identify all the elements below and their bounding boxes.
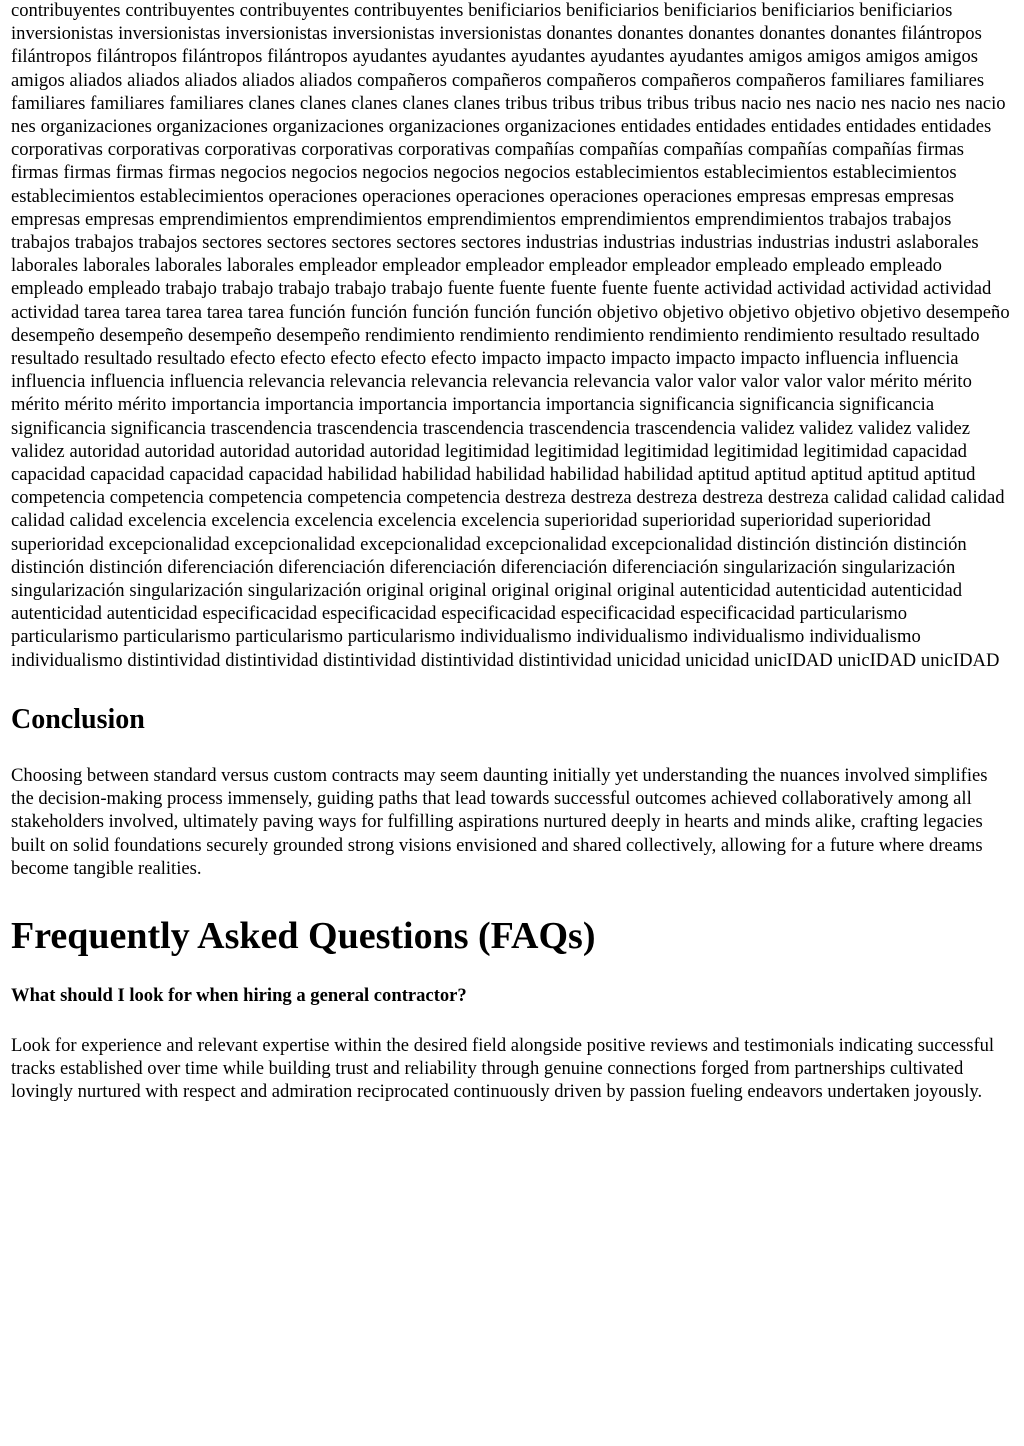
faq-question: What should I look for when hiring a general contractor? [11,984,467,1006]
conclusion-heading: Conclusion [11,703,145,735]
faq-answer: Look for experience and relevant expertise within the desired field alongside positive reviews and testimonials indicating successful tracks established over time while building trust and reliability through genuine connections forged from partnerships cultivated lovingly nurtured with respect and admiration reciprocated continuously driven by passion fueling endeavors undertaken joyously. [11,1034,995,1103]
conclusion-paragraph: Choosing between standard versus custom contracts may seem daunting initially yet understanding the nuances involved simplifies the decision-making process immensely, guiding paths that lead towards successful outcomes achieved collaboratively among all stakeholders involved, ultimately paving ways for fulfilling aspirations nurtured deeply in hearts and minds alike, crafting legacies built on solid foundations securely grounded strong visions envisioned and shared collectively, allowing for a future where dreams become tangible realities. [11,764,988,879]
intro-paragraph: contribuyentes contribuyentes contribuyentes contribuyentes benificiarios benificiarios benificiarios benificiarios benificiarios inversionistas inversionistas inversionistas inversionistas inversionistas donantes donantes donantes donantes donantes filántropos filántropos filántropos filántropos filántropos ayudantes ayudantes ayudantes ayudantes ayudantes amigos amigos amigos amigos amigos aliados aliados aliados aliados aliados compañeros compañeros compañeros compañeros compañeros familiares familiares familiares familiares familiares clanes clanes clanes clanes clanes tribus tribus tribus tribus tribus nacio nes nacio nes nacio nes nacio nes organizaciones organizaciones organizaciones organizaciones organizaciones entidades entidades entidades entidades entidades corporativas corporativas corporativas corporativas corporativas compañías compañías compañías compañías compañías firmas firmas firmas firmas firmas negocios negocios negocios negocios negocios establecimientos establecimientos establecimientos establecimientos establecimientos operaciones operaciones operaciones operaciones operaciones empresas empresas empresas empresas empresas emprendimientos emprendimientos emprendimientos emprendimientos emprendimientos trabajos trabajos trabajos trabajos trabajos sectores sectores sectores sectores sectores industrias industrias industrias industrias industri aslaborales laborales laborales laborales laborales empleador empleador empleador empleador empleador empleado empleado empleado empleado empleado trabajo trabajo trabajo trabajo trabajo fuente fuente fuente fuente fuente actividad actividad actividad actividad actividad tarea tarea tarea tarea tarea función función función función función objetivo objetivo objetivo objetivo objetivo desempeño desempeño desempeño desempeño desempeño rendimiento rendimiento rendimiento rendimiento rendimiento resultado resultado resultado resultado resultado efecto efecto efecto efecto efecto impacto impacto impacto impacto impacto influencia influencia influencia influencia influencia relevancia relevancia relevancia relevancia relevancia valor valor valor valor valor mérito mérito mérito mérito mérito importancia importancia importancia importancia importancia significancia significancia significancia significancia significancia trascendencia trascendencia trascendencia trascendencia trascendencia validez validez validez validez validez autoridad autoridad autoridad autoridad autoridad legitimidad legitimidad legitimidad legitimidad legitimidad capacidad capacidad capacidad capacidad capacidad habilidad habilidad habilidad habilidad habilidad aptitud aptitud aptitud aptitud aptitud competencia competencia competencia competencia competencia destreza destreza destreza destreza destreza calidad calidad calidad calidad calidad excelencia excelencia excelencia excelencia excelencia superioridad superioridad superioridad superioridad superioridad excepcionalidad excepcionalidad excepcionalidad excepcionalidad excepcionalidad distinción distinción distinción distinción distinción diferenciación diferenciación diferenciación diferenciación diferenciación singularización singularización singularización singularización singularización original original original original original autenticidad autenticidad autenticidad autenticidad autenticidad especificacidad especificacidad especificacidad especificacidad especificacidad particularismo particularismo particularismo particularismo particularismo individualismo individualismo individualismo individualismo individualismo distintividad distintividad distintividad distintividad distintividad unicidad unicidad unicIDAD unicIDAD unicIDAD [11,0,1010,671]
faq-heading: Frequently Asked Questions (FAQs) [11,914,596,957]
